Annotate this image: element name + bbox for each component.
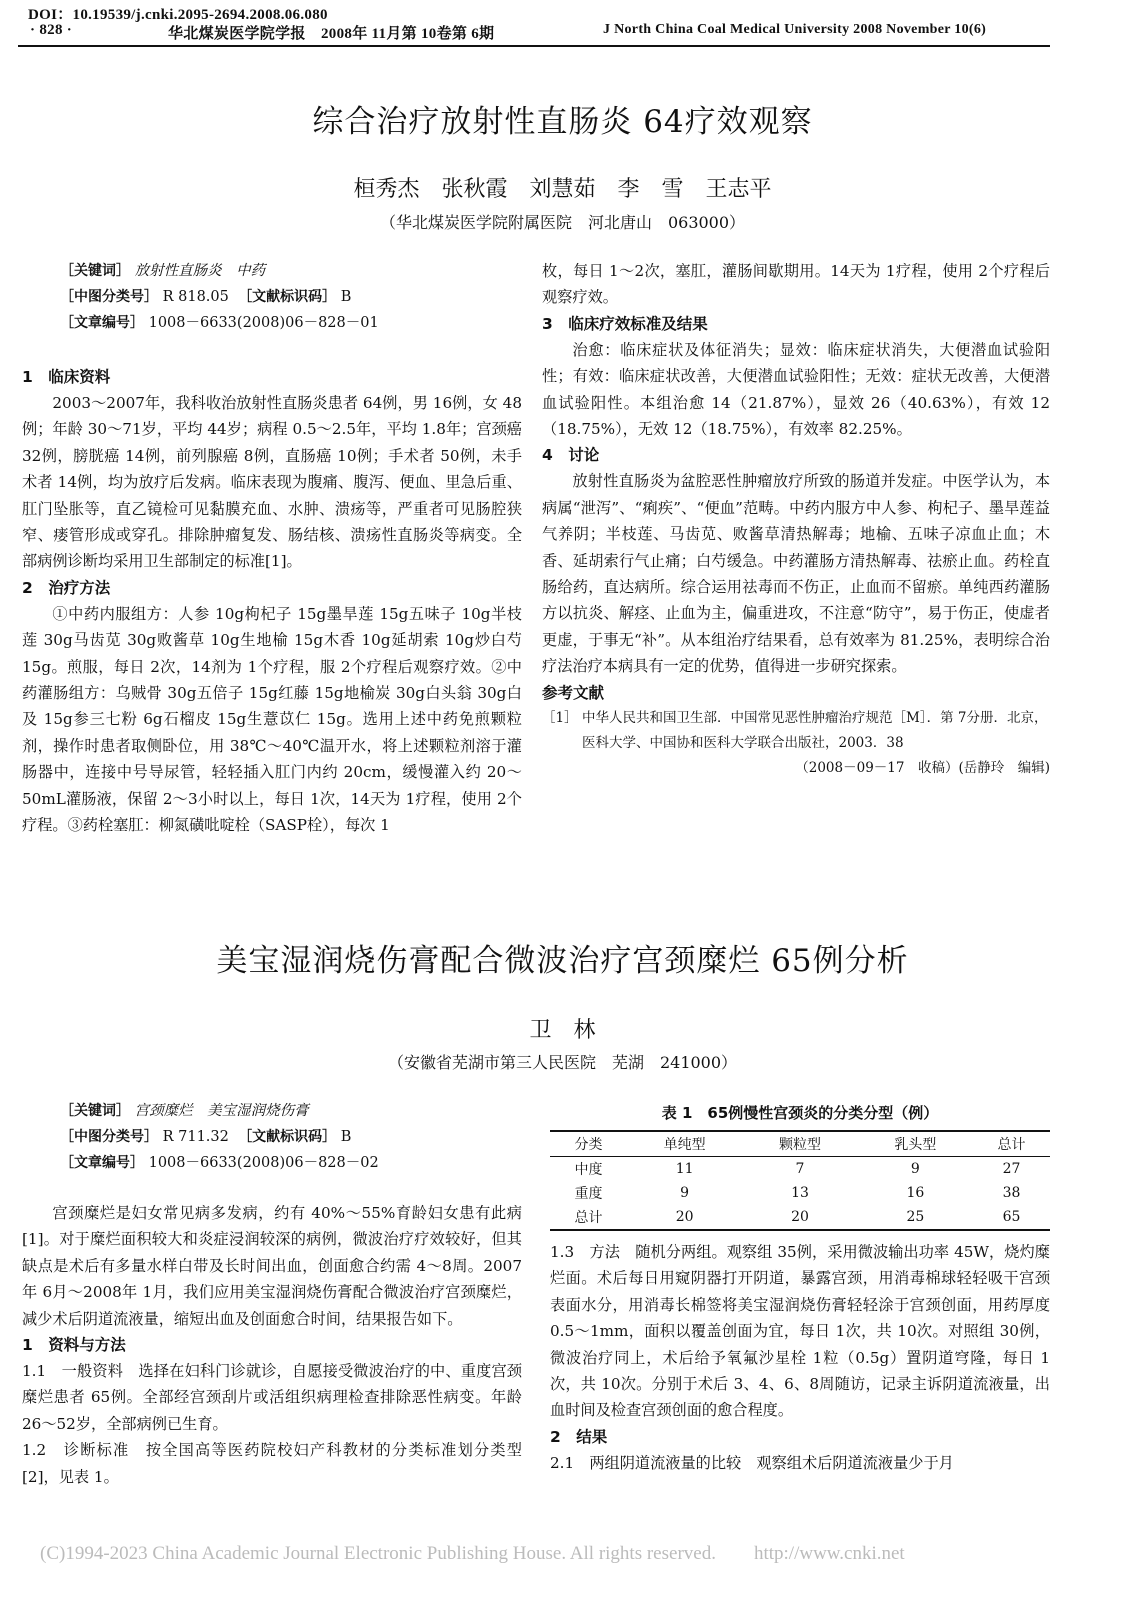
table-header-cell: 乳头型: [894, 1137, 937, 1153]
keywords: 放射性直肠炎 中药: [134, 263, 266, 279]
article2-left-column: [22, 1200, 522, 1490]
section-heading: 2 治疗方法: [22, 578, 111, 597]
paragraph: 治愈：临床症状及体征消失；显效：临床症状消失，大便潜血试验阳性；有效：临床症状改善，大便潜血试验阳性；无效：症状无改善，大便潜血试验阳性。本组治愈 14（21.87%），显效 26（40.63%），有效 12（18.75%），无效 12（18.75%），有效率 82.25%。: [542, 340, 1050, 439]
clc: R 711.32: [162, 1129, 229, 1145]
article1-authors: 桓秀杰 张秋霞 刘慧茹 李 雪 王志平: [353, 177, 772, 202]
table-cell: 重度: [574, 1186, 603, 1202]
doc-label: ［文献标识码］: [238, 1129, 337, 1145]
article1-affiliation: （华北煤炭医学院附属医院 河北唐山 063000）: [379, 213, 746, 232]
clc-label: ［中图分类号］: [60, 289, 158, 305]
section-heading: 3 临床疗效标准及结果: [542, 314, 708, 333]
keywords: 宫颈糜烂 美宝湿润烧伤膏: [134, 1103, 309, 1119]
article-no-label: ［文章编号］: [60, 315, 144, 331]
table-cell: 65: [1002, 1209, 1021, 1225]
paragraph: 2003～2007年，我科收治放射性直肠炎患者 64例，男 16例，女 48例；年龄 30～71岁，平均 44岁；病程 0.5～2.5年，平均 1.8年；宫颈癌 32例，膀胱癌 14例，前列腺癌 8例，直肠癌 10例；手术者 50例，未手术者 14例，均为放疗后发病。临床表现为腹痛、腹泻、便血、里急后重、肛门坠胀等，直乙镜检可见黏膜充血、水肿、溃疡等，严重者可见肠腔狭窄、瘘管形成或穿孔。排除肿瘤复发、肠结核、溃疡性直肠炎等病变。全部病例诊断均采用卫生部制定的标准[1]。: [22, 394, 522, 571]
table-cell: 13: [791, 1185, 809, 1201]
table-header-row: [550, 1131, 1050, 1157]
table-cell: 16: [906, 1185, 925, 1201]
table-cell: 38: [1002, 1185, 1021, 1201]
section-heading: 1 临床资料: [22, 368, 111, 386]
article1-title: 综合治疗放射性直肠炎 64疗效观察: [312, 104, 813, 140]
table-header-cell: 总计: [997, 1137, 1026, 1153]
doi-line: DOI：10.19539/j.cnki.2095-2694.2008.06.080: [28, 7, 328, 23]
article2-right-column: [550, 1100, 1050, 1476]
section-heading: 2 结果: [550, 1427, 608, 1446]
table-title: 表 1 65例慢性宫颈炎的分类分型（例）: [661, 1104, 939, 1122]
table-cell: 9: [910, 1161, 920, 1177]
article2-title: 美宝湿润烧伤膏配合微波治疗宫颈糜烂 65例分析: [216, 943, 909, 979]
received-note: （2008－09－17 收稿）(岳静玲 编辑): [795, 759, 1050, 776]
article1-left-column: [22, 364, 522, 839]
reference-item: [542, 706, 1050, 756]
table-row: [550, 1181, 1050, 1205]
article-no: 1008－6633(2008)06－828－02: [148, 1155, 379, 1171]
table-cell: 总计: [574, 1210, 603, 1226]
copyright-watermark: (C)1994-2023 China Academic Journal Electronic Publishing House. All rights reserved. http://www.cnki.net: [40, 1543, 905, 1564]
table-row: [550, 1157, 1050, 1182]
references-heading: 参考文献: [542, 683, 605, 702]
article1-right-column: [542, 258, 1050, 781]
table-cell: 27: [1002, 1161, 1021, 1177]
table-cell: 9: [680, 1185, 690, 1201]
classification-table: [550, 1130, 1050, 1231]
table-header-cell: 分类: [574, 1137, 603, 1153]
article2-meta: [60, 1098, 530, 1176]
page-number: · 828 ·: [30, 22, 73, 38]
paragraph: 1.2 诊断标准 按全国高等医药院校妇产科教材的分类标准划分类型[2]，见表 1。: [22, 1441, 522, 1486]
table-cell: 20: [675, 1209, 694, 1225]
keywords-label: ［关键词］: [60, 1103, 130, 1119]
journal-name: 华北煤炭医学院学报 2008年 11月第 10卷第 6期: [168, 26, 495, 42]
article1-meta: [60, 258, 530, 336]
table-cell: 7: [795, 1161, 805, 1177]
table-row: [550, 1205, 1050, 1230]
table-cell: 11: [675, 1161, 694, 1177]
article2-authors: 卫 林: [529, 1018, 596, 1043]
section-heading: 4 讨论: [542, 446, 600, 465]
section-heading: 1 资料与方法: [22, 1336, 126, 1355]
doc-code: B: [340, 1129, 352, 1145]
table-cell: 25: [906, 1209, 925, 1225]
article-no-label: ［文章编号］: [60, 1155, 144, 1171]
journal-name-en: J North China Coal Medical University 2008 November 10(6): [603, 22, 987, 37]
article2-affiliation: （安徽省芜湖市第三人民医院 芜湖 241000）: [387, 1053, 738, 1072]
clc: R 818.05: [162, 289, 229, 305]
table-cell: 中度: [574, 1162, 603, 1178]
table-header-cell: 颗粒型: [778, 1137, 821, 1153]
paragraph: ①中药内服组方：人参 10g枸杞子 15g墨旱莲 15g五味子 10g半枝莲 30g马齿苋 30g败酱草 10g生地榆 15g木香 10g延胡索 10g炒白芍 15g。煎服，每日 2次，14剂为 1个疗程，服 2个疗程后观察疗效。②中药灌肠组方：乌贼骨 30g五倍子 15g红藤 15g地榆炭 30g白头翁 30g白及 15g参三七粉 6g石榴皮 15g生薏苡仁 15g。选用上述中药免煎颗粒剂，操作时患者取侧卧位，用 38℃～40℃温开水，将上述颗粒剂溶于灌肠器中，连接中号导尿管，轻轻插入肛门内约 20cm，缓慢灌入约 20～50mL灌肠液，保留 2～3小时以上，每日 1次，14天为 1疗程，使用 2个疗程。③药栓塞肛：柳氮磺吡啶栓（SASP栓），每次 1: [22, 604, 522, 835]
paragraph: 1.3 方法 随机分两组。观察组 35例，采用微波输出功率 45W，烧灼糜烂面。术后每日用窥阴器打开阴道，暴露宫颈，用消毒棉球轻轻吸干宫颈表面水分，用消毒长棉签将美宝湿润烧伤膏轻轻涂于宫颈创面，用药厚度 0.5～1mm，面积以覆盖创面为宜，每日 1次，共 10次。对照组 30例，微波治疗同上，术后给予氧氟沙星栓 1粒（0.5g）置阴道穹隆，每日 1次，共 10次。分别于术后 3、4、6、8周随访，记录主诉阴道流液量，出血时间及检查宫颈创面的愈合程度。: [550, 1243, 1050, 1420]
doc-label: ［文献标识码］: [238, 289, 337, 305]
table-cell: 20: [791, 1209, 809, 1225]
paragraph: 2.1 两组阴道流液量的比较 观察组术后阴道流液量少于月: [550, 1453, 954, 1472]
clc-label: ［中图分类号］: [60, 1129, 158, 1145]
table-header-cell: 单纯型: [663, 1137, 706, 1153]
reference-number: ［1］: [542, 709, 578, 726]
paragraph: 枚，每日 1～2次，塞肛，灌肠间歇期用。14天为 1疗程，使用 2个疗程后观察疗效。: [542, 262, 1050, 307]
reference-text: 中华人民共和国卫生部．中国常见恶性肿瘤治疗规范［M］．第 7分册．北京，医科大学、中国协和医科大学联合出版社，2003．38: [582, 709, 1048, 751]
paragraph: 宫颈糜烂是妇女常见病多发病，约有 40%～55%育龄妇女患有此病[1]。对于糜烂面积较大和炎症浸润较深的病例，微波治疗疗效较好，但其缺点是术后有多量水样白带及长时间出血，创面愈合约需 4～8周。2007年 6月～2008年 1月，我们应用美宝湿润烧伤膏配合微波治疗宫颈糜烂，减少术后阴道流液量，缩短出血及创面愈合时间，结果报告如下。: [22, 1204, 522, 1328]
paragraph: 1.1 一般资料 选择在妇科门诊就诊，自愿接受微波治疗的中、重度宫颈糜烂患者 65例。全部经宫颈刮片或活组织病理检查排除恶性病变。年龄 26～52岁，全部病例已生育。: [22, 1362, 522, 1433]
doc-code: B: [340, 289, 352, 305]
article-no: 1008－6633(2008)06－828－01: [148, 315, 379, 331]
paragraph: 放射性直肠炎为盆腔恶性肿瘤放疗所致的肠道并发症。中医学认为，本病属“泄泻”、“痢疾”、“便血”范畴。中药内服方中人参、枸杞子、墨旱莲益气养阴；半枝莲、马齿苋、败酱草清热解毒；地榆、五味子凉血止血；木香、延胡索行气止痛；白芍缓急。中药灌肠方清热解毒、祛瘀止血。药栓直肠给药，直达病所。综合运用祛毒而不伤正，止血而不留瘀。单纯西药灌肠方以抗炎、解痉、止血为主，偏重进攻，不注意“防守”，易于伤正，使虚者更虚，于事无“补”。从本组治疗结果看，总有效率为 81.25%，表明综合治疗法治疗本病具有一定的优势，值得进一步研究探索。: [542, 472, 1050, 676]
keywords-label: ［关键词］: [60, 263, 130, 279]
header-rule: [18, 45, 1050, 47]
